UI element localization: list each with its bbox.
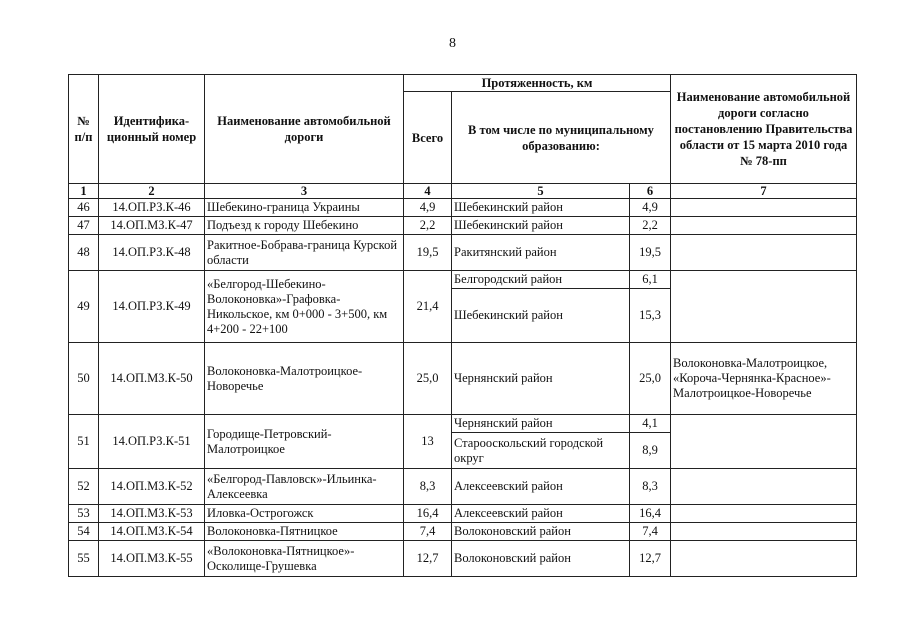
table-row	[69, 217, 857, 235]
row-no: 49	[69, 271, 99, 343]
row-no: 54	[69, 523, 99, 541]
col-number-1: 1	[69, 184, 99, 199]
row-mun-length: 4,9	[630, 199, 671, 217]
row-mun-length: 8,3	[630, 469, 671, 505]
row-mun-length: 6,1	[630, 271, 671, 289]
page-number: 8	[449, 36, 456, 51]
header-id: Идентифика-ционный номер	[99, 75, 205, 184]
row-id: 14.ОП.МЗ.К-55	[99, 541, 205, 577]
row-mun-name: Волоконовский район	[452, 523, 630, 541]
row-total: 13	[404, 415, 452, 469]
row-gov-name	[671, 235, 857, 271]
row-total: 8,3	[404, 469, 452, 505]
row-road-name: Волоконовка-Пятницкое	[205, 523, 404, 541]
row-total: 19,5	[404, 235, 452, 271]
header-no: № п/п	[69, 75, 99, 184]
row-no: 52	[69, 469, 99, 505]
row-mun-name: Шебекинский район	[452, 289, 630, 343]
header-gov-name: Наименование автомобильной дороги согласно постановлению Правительства области от 15 марта 2010 года № 78-пп	[671, 75, 857, 184]
row-mun-name: Шебекинский район	[452, 199, 630, 217]
row-road-name: Волоконовка-Малотроицкое-Новоречье	[205, 343, 404, 415]
header-incl-mun: В том числе по муниципальному образованию:	[452, 92, 671, 184]
row-road-name: «Белгород-Шебекино-Волоконовка»-Графовка-Никольское, км 0+000 - 3+500, км 4+200 - 22+100	[205, 271, 404, 343]
row-mun-length: 12,7	[630, 541, 671, 577]
row-id: 14.ОП.МЗ.К-53	[99, 505, 205, 523]
table-row	[69, 541, 857, 577]
row-mun-name: Алексеевский район	[452, 469, 630, 505]
row-id: 14.ОП.МЗ.К-47	[99, 217, 205, 235]
row-mun-name: Волоконовский район	[452, 541, 630, 577]
row-no: 47	[69, 217, 99, 235]
row-gov-name	[671, 271, 857, 343]
col-number-2: 2	[99, 184, 205, 199]
row-total: 4,9	[404, 199, 452, 217]
row-id: 14.ОП.РЗ.К-51	[99, 415, 205, 469]
row-road-name: Подъезд к городу Шебекино	[205, 217, 404, 235]
row-mun-length: 2,2	[630, 217, 671, 235]
row-gov-name	[671, 523, 857, 541]
row-no: 48	[69, 235, 99, 271]
row-id: 14.ОП.МЗ.К-50	[99, 343, 205, 415]
table-row	[69, 415, 857, 433]
row-gov-name	[671, 469, 857, 505]
header-length-group: Протяженность, км	[404, 75, 671, 92]
col-number-5: 5	[452, 184, 630, 199]
row-mun-name: Шебекинский район	[452, 217, 630, 235]
row-no: 53	[69, 505, 99, 523]
row-mun-length: 4,1	[630, 415, 671, 433]
row-mun-name: Ракитянский район	[452, 235, 630, 271]
row-gov-name	[671, 217, 857, 235]
row-total: 16,4	[404, 505, 452, 523]
row-id: 14.ОП.РЗ.К-48	[99, 235, 205, 271]
row-total: 25,0	[404, 343, 452, 415]
row-gov-name	[671, 415, 857, 469]
row-mun-name: Чернянский район	[452, 415, 630, 433]
row-id: 14.ОП.РЗ.К-46	[99, 199, 205, 217]
row-total: 2,2	[404, 217, 452, 235]
row-gov-name	[671, 505, 857, 523]
row-no: 55	[69, 541, 99, 577]
row-id: 14.ОП.МЗ.К-54	[99, 523, 205, 541]
row-no: 46	[69, 199, 99, 217]
table-row	[69, 343, 857, 415]
row-mun-length: 25,0	[630, 343, 671, 415]
row-road-name: «Волоконовка-Пятницкое»-Осколище-Грушевка	[205, 541, 404, 577]
col-number-3: 3	[205, 184, 404, 199]
table-row	[69, 271, 857, 289]
row-mun-name: Чернянский район	[452, 343, 630, 415]
row-mun-name: Старооскольский городской округ	[452, 433, 630, 469]
table-row	[69, 235, 857, 271]
table-row	[69, 199, 857, 217]
table-row	[69, 505, 857, 523]
row-gov-name: Волоконовка-Малотроицкое, «Короча-Чернянка-Красное»-Малотроицкое-Новоречье	[671, 343, 857, 415]
row-gov-name	[671, 199, 857, 217]
row-total: 7,4	[404, 523, 452, 541]
row-mun-length: 7,4	[630, 523, 671, 541]
row-no: 50	[69, 343, 99, 415]
row-road-name: Ракитное-Бобрава-граница Курской области	[205, 235, 404, 271]
table-row	[69, 523, 857, 541]
col-number-6: 6	[630, 184, 671, 199]
row-id: 14.ОП.МЗ.К-52	[99, 469, 205, 505]
table-row	[69, 469, 857, 505]
roads-table	[68, 74, 857, 577]
row-mun-length: 8,9	[630, 433, 671, 469]
row-total: 12,7	[404, 541, 452, 577]
header-total: Всего	[404, 92, 452, 184]
row-road-name: Иловка-Острогожск	[205, 505, 404, 523]
header-name: Наименование автомобильной дороги	[205, 75, 404, 184]
row-mun-name: Белгородский район	[452, 271, 630, 289]
row-mun-name: Алексеевский район	[452, 505, 630, 523]
row-road-name: Городище-Петровский-Малотроицкое	[205, 415, 404, 469]
col-number-7: 7	[671, 184, 857, 199]
row-no: 51	[69, 415, 99, 469]
row-mun-length: 16,4	[630, 505, 671, 523]
row-road-name: «Белгород-Павловск»-Ильинка-Алексеевка	[205, 469, 404, 505]
row-gov-name	[671, 541, 857, 577]
row-road-name: Шебекино-граница Украины	[205, 199, 404, 217]
col-number-4: 4	[404, 184, 452, 199]
row-total: 21,4	[404, 271, 452, 343]
row-mun-length: 15,3	[630, 289, 671, 343]
row-mun-length: 19,5	[630, 235, 671, 271]
row-id: 14.ОП.РЗ.К-49	[99, 271, 205, 343]
